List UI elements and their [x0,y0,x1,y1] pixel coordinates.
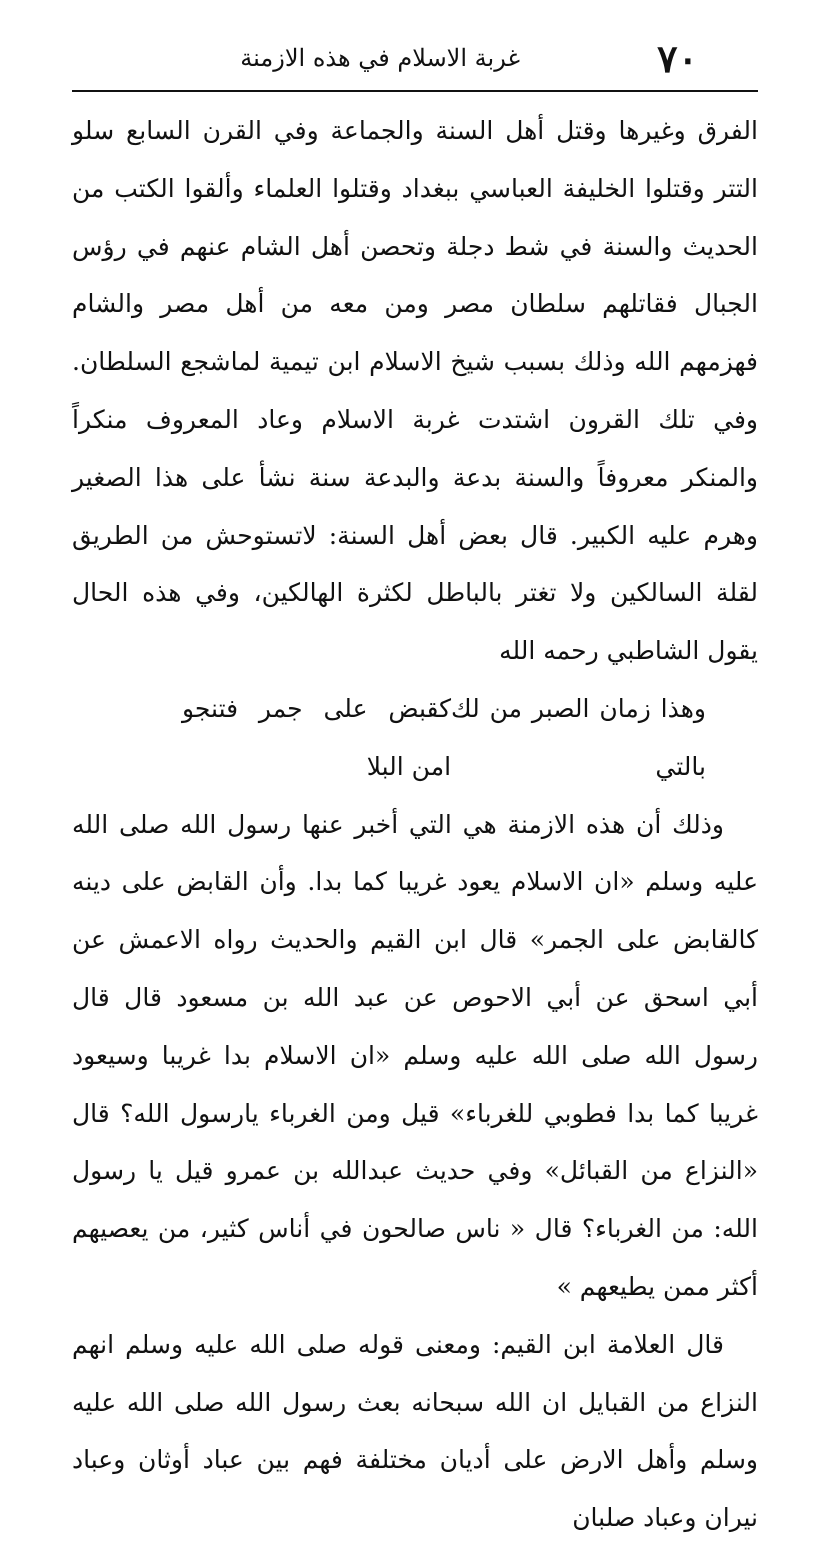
page-header [72,0,758,94]
paragraph: وذلك أن هذه الازمنة هي التي أخبر عنها رسول الله صلى الله عليه وسلم «ان الاسلام يعود غريبا كما بدا. وأن القابض على دينه كالقابض على الجمر» قال ابن القيم والحديث رواه الاعمش عن أبي اسحق عن أبي الاحوص عن عبد الله بن مسعود قال قال رسول الله صلى الله عليه وسلم «ان الاسلام بدا غريبا وسيعود غريبا كما بدا فطوبي للغرباء» قيل ومن الغرباء يارسول الله؟ قال «النزاع من القبائل» وفي حديث عبدالله بن عمرو قيل يا رسول الله: من الغرباء؟ قال « ناس صالحون في أناس كثير، من يعصيهم أكثر ممن يطيعهم » [72,809,758,1301]
running-title: غربة الاسلام في هذه الازمنة [240,44,520,72]
verse-second-hemistich: كقبض على جمر فتنجو امن البلا [182,693,452,781]
verse-first-hemistich: وهذا زمان الصبر من لك بالتي [451,693,706,781]
paragraph: قال العلامة ابن القيم: ومعنى قوله صلى الله عليه وسلم انهم النزاع من القبايل ان الله سبحانه بعث رسول الله صلى الله عليه وسلم وأهل الارض على أديان مختلفة فهم بين عباد أوثان وعباد نيران وعباد صلبان [72,1329,758,1533]
body-text [72,102,758,1547]
verse [72,680,758,796]
header-rule [72,90,758,92]
paragraph: الفرق وغيرها وقتل أهل السنة والجماعة وفي القرن السابع سلو التتر وقتلوا الخليفة العباسي ببغداد وقتلوا العلماء وألقوا الكتب من الحديث والسنة في شط دجلة وتحصن أهل الشام عنهم في رؤس الجبال فقاتلهم سلطان مصر ومن معه من أهل مصر والشام فهزمهم الله وذلك بسبب شيخ الاسلام ابن تيمية لماشجع السلطان. وفي تلك القرون اشتدت غربة الاسلام وعاد المعروف منكراً والمنكر معروفاً والسنة بدعة والبدعة سنة نشأ على هذا الصغير وهرم عليه الكبير. قال بعض أهل السنة: لاتستوحش من الطريق لقلة السالكين ولا تغتر بالباطل لكثرة الهالكين، وفي هذه الحال يقول الشاطبي رحمه الله [72,116,758,666]
page-number: ٧٠ [657,36,698,81]
